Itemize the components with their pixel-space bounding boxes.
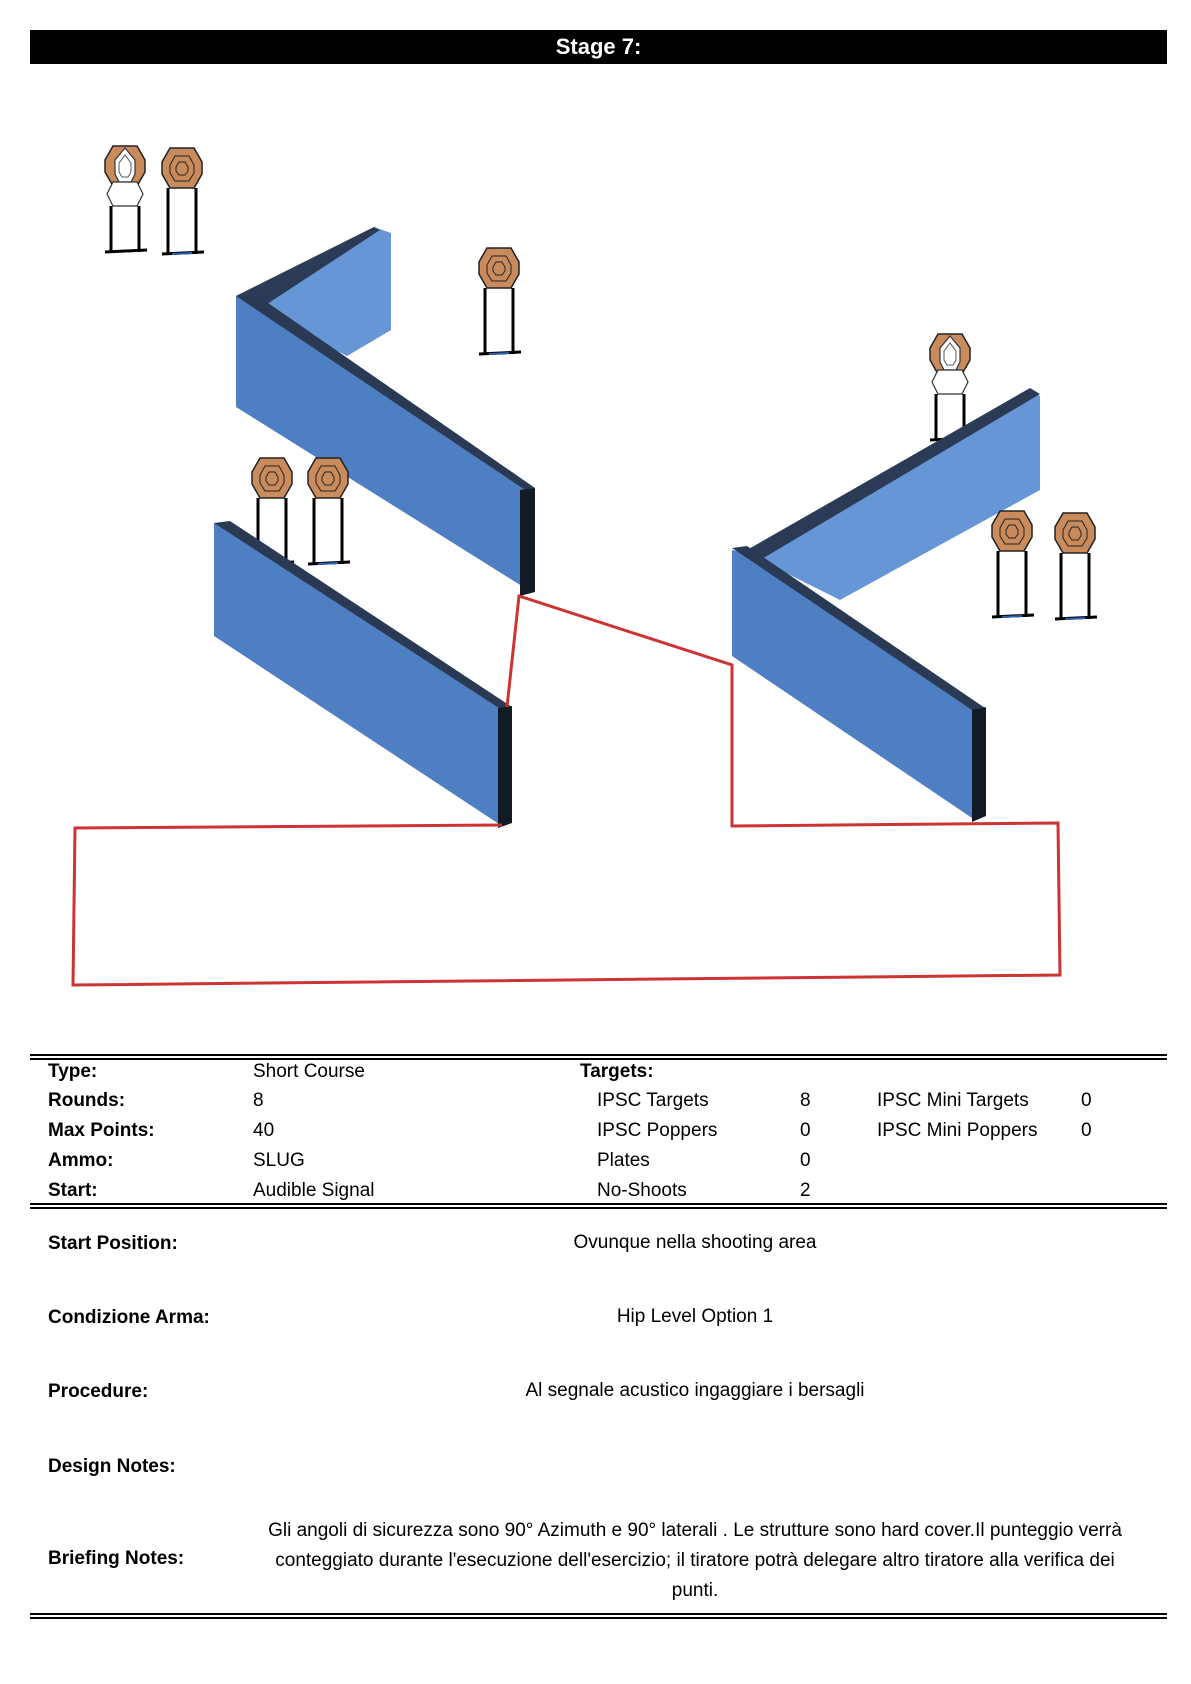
design-notes-label: Design Notes: — [48, 1456, 176, 1477]
start-value: Audible Signal — [253, 1180, 375, 1201]
ipsc-mini-poppers-value: 0 — [1081, 1120, 1092, 1141]
ammo-label: Ammo: — [48, 1150, 114, 1171]
table-rule-bottom — [30, 1613, 1167, 1615]
no-shoots-value: 2 — [800, 1180, 811, 1201]
ipsc-target-6 — [1055, 513, 1097, 619]
wall-right — [732, 388, 1040, 822]
no-shoots-label: No-Shoots — [597, 1180, 687, 1201]
type-label: Type: — [48, 1061, 98, 1082]
ammo-value: SLUG — [253, 1150, 305, 1171]
procedure-label: Procedure: — [48, 1381, 149, 1402]
stage-title: Stage 7: — [30, 30, 1167, 64]
targets-label: Targets: — [580, 1061, 654, 1082]
ipsc-mini-poppers-label: IPSC Mini Poppers — [877, 1120, 1038, 1141]
ipsc-mini-targets-label: IPSC Mini Targets — [877, 1090, 1029, 1111]
rounds-label: Rounds: — [48, 1090, 126, 1111]
briefing-notes-label: Briefing Notes: — [48, 1548, 185, 1569]
plates-label: Plates — [597, 1150, 650, 1171]
ipsc-target-1 — [162, 148, 204, 254]
start-position-value: Ovunque nella shooting area — [573, 1232, 817, 1253]
condizione-arma-label: Condizione Arma: — [48, 1307, 210, 1328]
shooting-area-boundary — [73, 596, 1060, 985]
type-value: Short Course — [253, 1061, 365, 1082]
plates-value: 0 — [800, 1150, 811, 1171]
ipsc-target-4 — [308, 458, 350, 564]
ipsc-targets-value: 8 — [800, 1090, 811, 1111]
rounds-value: 8 — [253, 1090, 264, 1111]
ipsc-target-2 — [479, 248, 521, 354]
briefing-notes-value: Gli angoli di sicurezza sono 90° Azimuth e 90° laterali . Le strutture sono hard cover.Il punteggio verrà conteggiato durante l'esecuzione dell'esercizio; il tiratore potrà delegare altro tiratore alla verifica dei punti. — [268, 1520, 1122, 1601]
no-shoot-target-2 — [930, 334, 972, 440]
condizione-arma-value: Hip Level Option 1 — [616, 1306, 774, 1327]
procedure-value: Al segnale acustico ingaggiare i bersagli — [525, 1380, 865, 1401]
max-points-label: Max Points: — [48, 1120, 155, 1141]
max-points-value: 40 — [253, 1120, 275, 1141]
ipsc-mini-targets-value: 0 — [1081, 1090, 1092, 1111]
wall-left-lower — [214, 521, 512, 828]
start-label: Start: — [48, 1180, 98, 1201]
ipsc-targets-label: IPSC Targets — [597, 1090, 709, 1111]
stage-diagram — [0, 80, 1191, 1010]
ipsc-poppers-value: 0 — [800, 1120, 811, 1141]
no-shoot-target-1 — [105, 146, 147, 252]
start-position-label: Start Position: — [48, 1233, 178, 1254]
table-rule-top — [30, 1054, 1167, 1056]
ipsc-target-5 — [992, 511, 1034, 617]
ipsc-poppers-label: IPSC Poppers — [597, 1120, 718, 1141]
table-rule-middle — [30, 1203, 1167, 1205]
